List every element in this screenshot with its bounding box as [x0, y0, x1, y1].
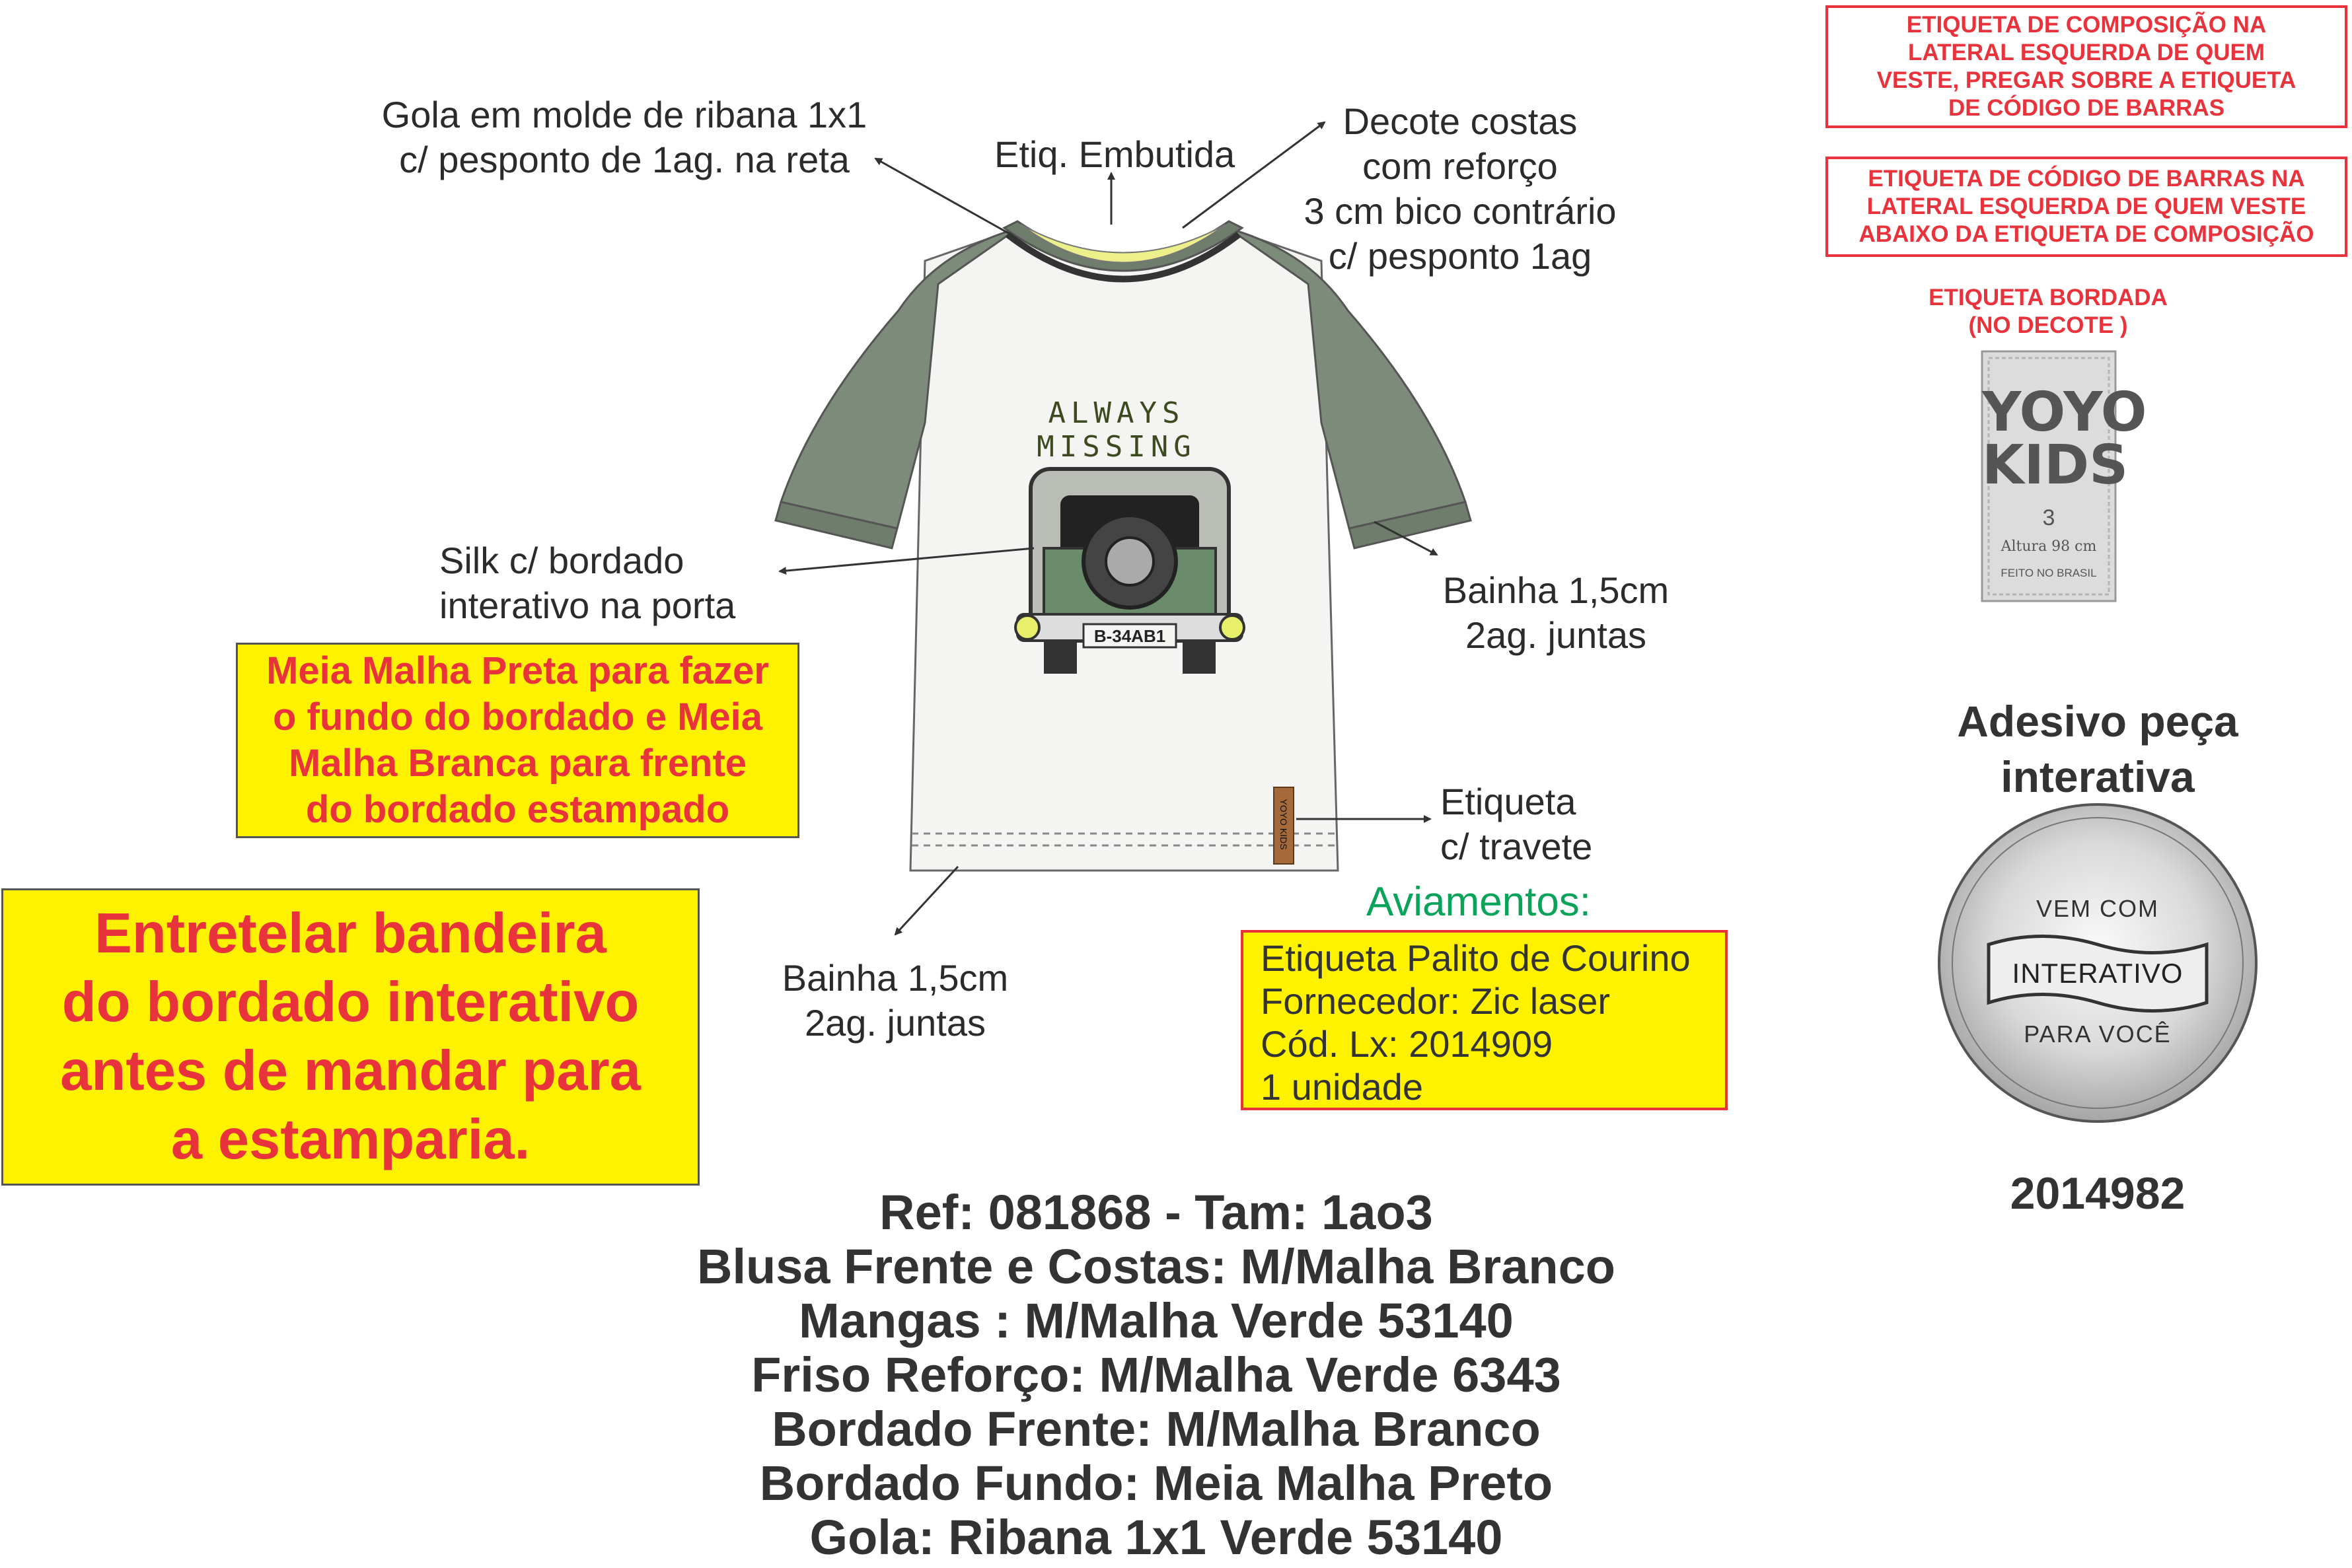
spec-bordado-fundo: Bordado Fundo: Meia Malha Preto	[759, 1456, 1553, 1511]
silk-note: Silk c/ bordado interativo na porta	[439, 540, 736, 626]
bordada-title: ETIQUETA BORDADA (NO DECOTE )	[1929, 285, 2168, 338]
tag-origin: FEITO NO BRASIL	[2001, 567, 2097, 579]
tag-height: Altura 98 cm	[2001, 538, 2097, 555]
spec-blusa: Blusa Frente e Costas: M/Malha Branco	[697, 1239, 1615, 1294]
codigo-barras-label-box: ETIQUETA DE CÓDIGO DE BARRAS NA LATERAL ESQUERDA DE QUEM VESTE ABAIXO DA ETIQUETA DE COMPOSIÇÃO	[1825, 157, 2347, 257]
spec-block	[529, 1186, 1784, 1565]
sticker-bottom-text: PARA VOCÊ	[2024, 1020, 2172, 1048]
etiq-embutida-note: Etiq. Embutida	[994, 133, 1235, 175]
jeep-print	[1015, 469, 1244, 674]
plate-text: B-34AB1	[1093, 626, 1166, 646]
gola-note: Gola em molde de ribana 1x1 c/ pesponto de 1ag. na reta	[381, 94, 867, 180]
palito-label-text: YOYO KIDS	[1278, 799, 1289, 850]
print-arc-text: ALWAYS MISSING	[1037, 396, 1196, 464]
sticker-mid-text: INTERATIVO	[2012, 958, 2184, 989]
spec-friso: Friso Reforço: M/Malha Verde 6343	[751, 1347, 1561, 1402]
bainha-manga-note: Bainha 1,5cm 2ag. juntas	[1442, 569, 1670, 656]
adesivo-code: 2014982	[2010, 1168, 2186, 1219]
spec-gola: Gola: Ribana 1x1 Verde 53140	[809, 1510, 1503, 1565]
aviamentos-title: Aviamentos:	[1366, 879, 1592, 925]
spec-ref: Ref: 081868 - Tam: 1ao3	[879, 1185, 1433, 1240]
entretelar-note: Entretelar bandeira do bordado interativo antes de mandar para a estamparia.	[1, 888, 700, 1186]
spec-bordado-frente: Bordado Frente: M/Malha Branco	[772, 1402, 1541, 1456]
bainha-barra-note: Bainha 1,5cm 2ag. juntas	[782, 957, 1009, 1044]
aviamentos-box: Etiqueta Palito de Courino Fornecedor: Zic laser Cód. Lx: 2014909 1 unidade	[1241, 930, 1728, 1110]
sticker-top-text: VEM COM	[2036, 895, 2159, 922]
meia-malha-note: Meia Malha Preta para fazer o fundo do bordado e Meia Malha Branca para frente do bordado estampado	[236, 643, 799, 838]
tag-brand: YOYO KIDS	[1982, 381, 2147, 497]
spec-mangas: Mangas : M/Malha Verde 53140	[799, 1293, 1514, 1348]
tag-size: 3	[2042, 505, 2055, 530]
decote-note: Decote costas com reforço 3 cm bico contrário c/ pesponto 1ag	[1304, 100, 1617, 277]
adesivo-title: Adesivo peça interativa	[1957, 697, 2238, 801]
composicao-label-box: ETIQUETA DE COMPOSIÇÃO NA LATERAL ESQUERDA DE QUEM VESTE, PREGAR SOBRE A ETIQUETA DE CÓDIGO DE BARRAS	[1825, 5, 2347, 128]
etiqueta-travete-note: Etiqueta c/ travete	[1440, 781, 1593, 867]
